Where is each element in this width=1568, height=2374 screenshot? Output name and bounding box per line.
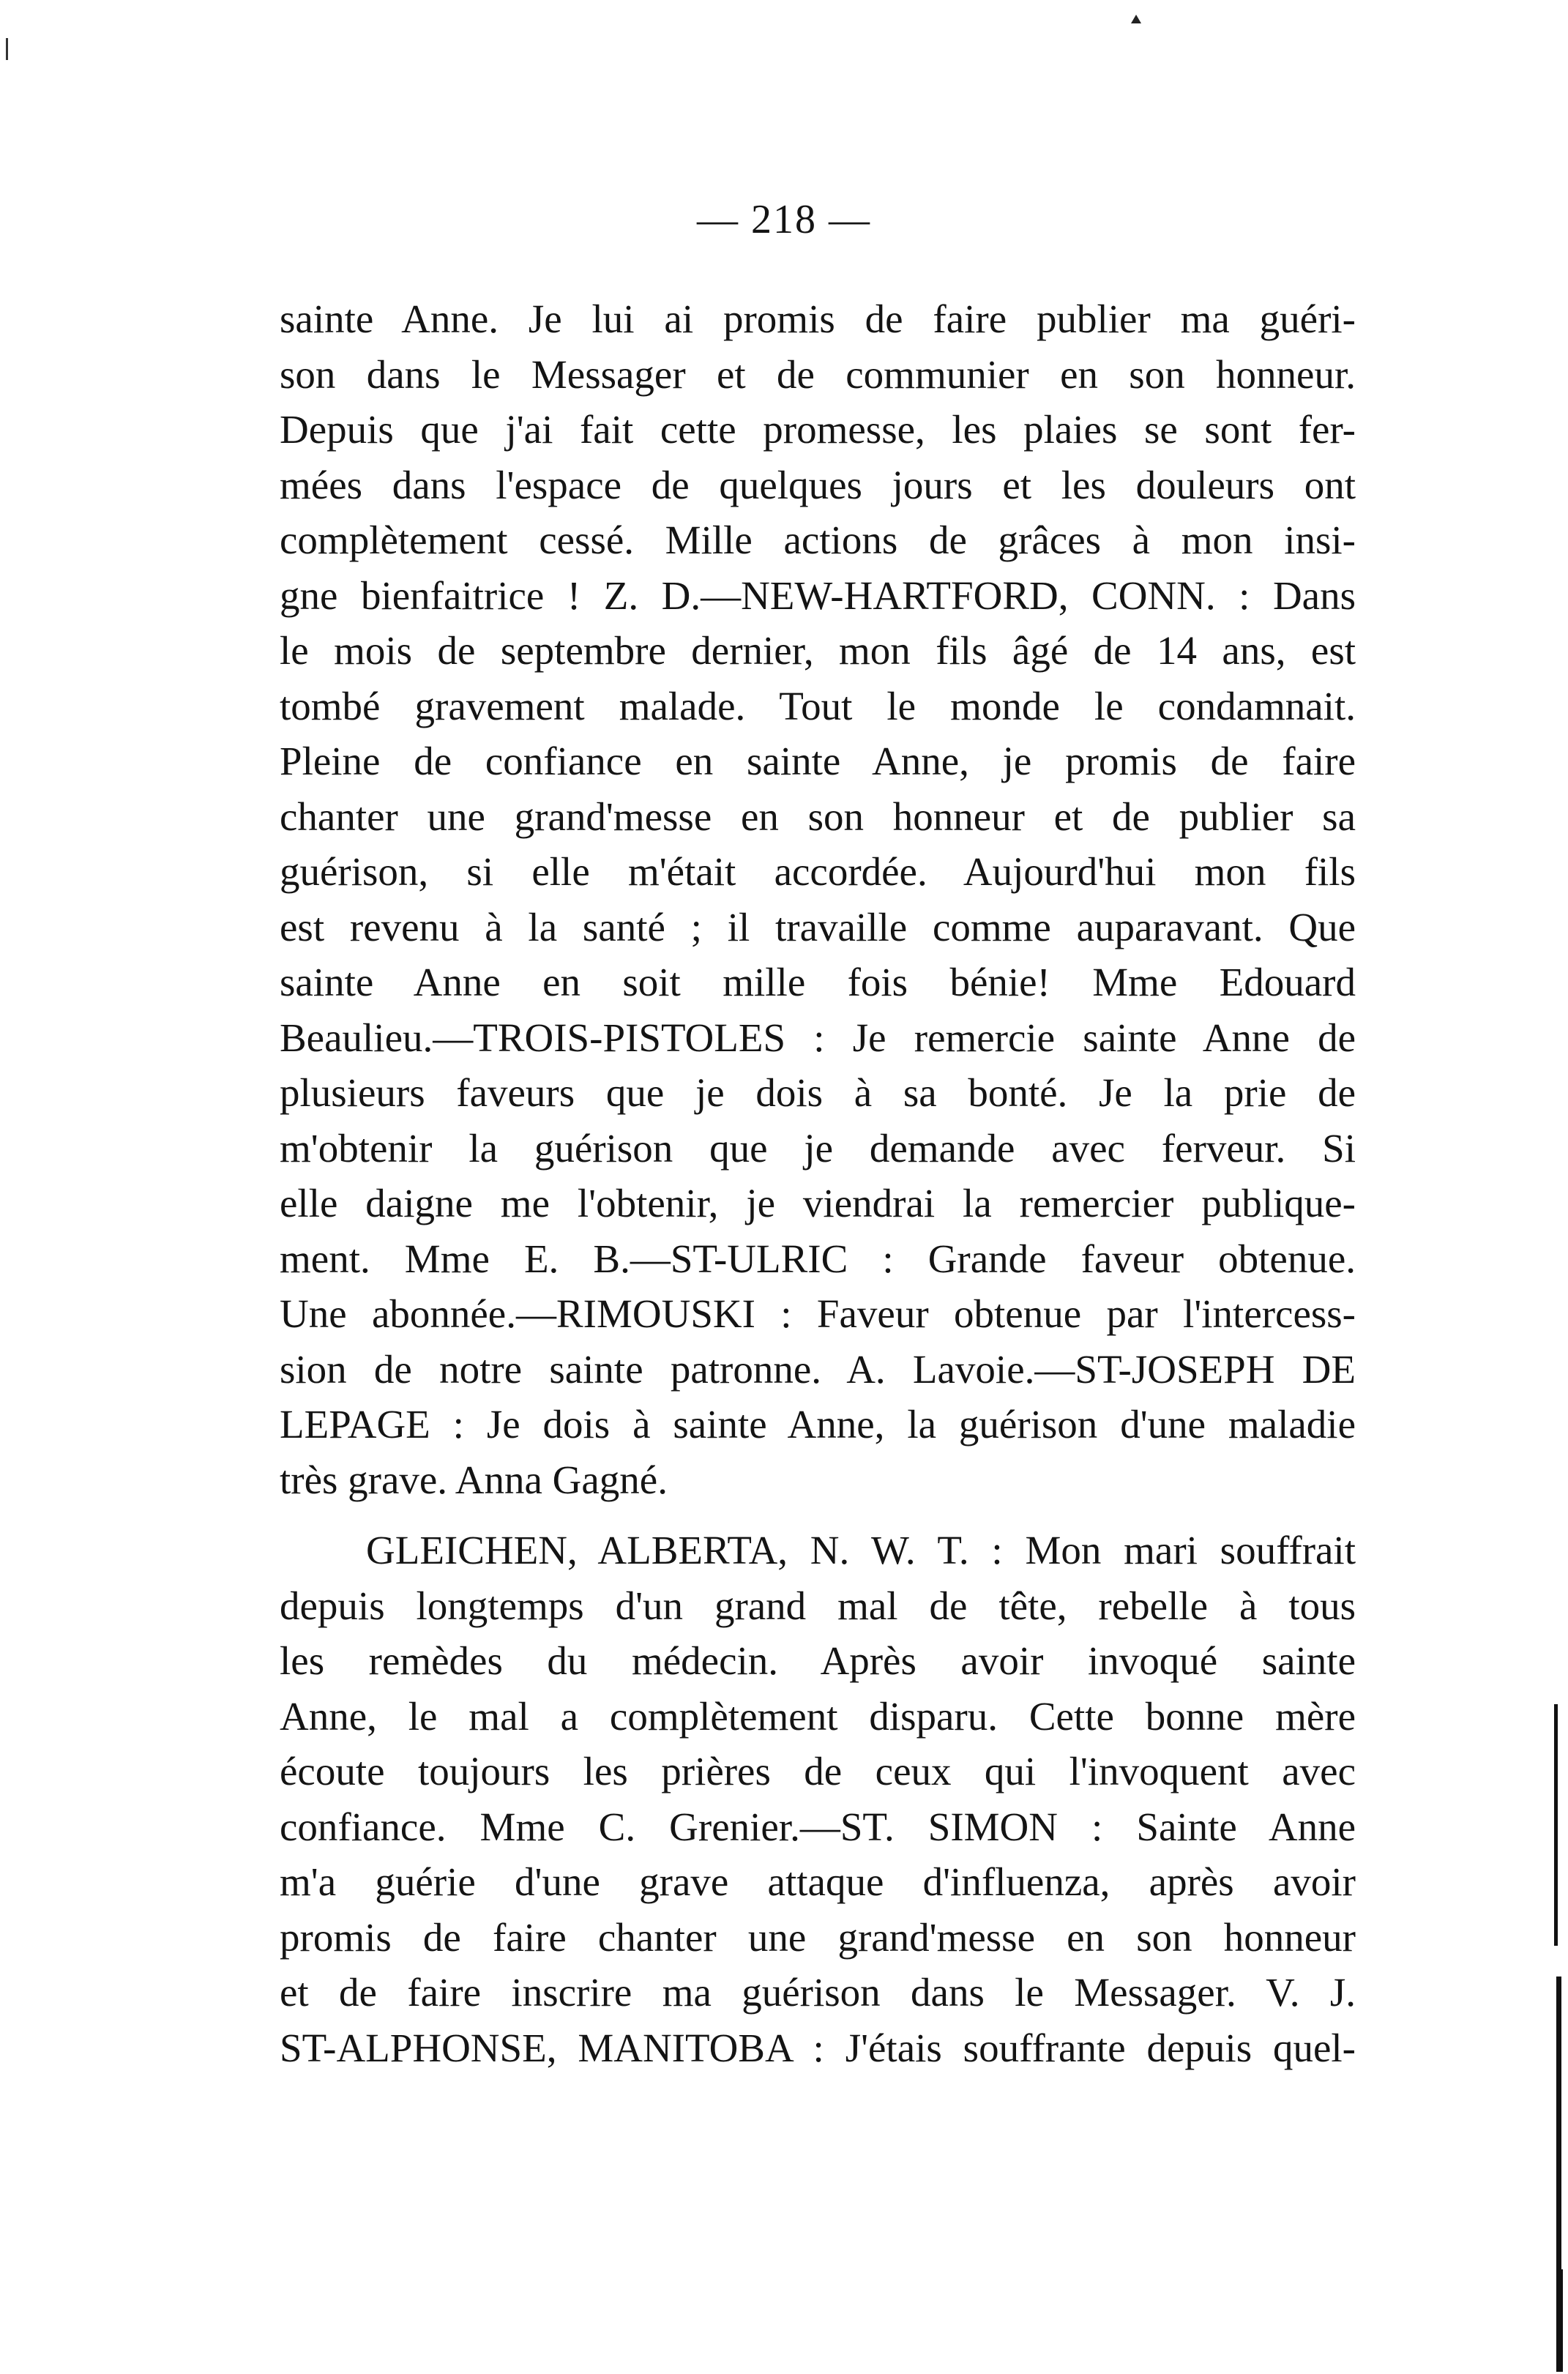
text-line: Beaulieu.—TROIS-PISTOLES : Je remercie sainte Anne de bbox=[280, 1015, 1356, 1060]
text-line: Une abonnée.—RIMOUSKI : Faveur obtenue par l'intercess- bbox=[280, 1291, 1356, 1336]
text-line: écoute toujours les prières de ceux qui l'invoquent avec bbox=[280, 1749, 1356, 1793]
text-line: complètement cessé. Mille actions de grâces à mon insi- bbox=[280, 518, 1356, 562]
text-line: plusieurs faveurs que je dois à sa bonté. Je la prie de bbox=[280, 1070, 1356, 1115]
scan-artifact-tick bbox=[6, 38, 8, 60]
text-line: le mois de septembre dernier, mon fils âgé de 14 ans, est bbox=[280, 628, 1356, 673]
text-line: Depuis que j'ai fait cette promesse, les plaies se sont fer- bbox=[280, 407, 1356, 452]
text-line: son dans le Messager et de communier en son honneur. bbox=[280, 351, 1356, 397]
text-line: sainte Anne. Je lui ai promis de faire publier ma guéri- bbox=[280, 296, 1356, 341]
text-line: chanter une grand'messe en son honneur et de publier sa bbox=[280, 794, 1356, 839]
text-line: ment. Mme E. B.—ST-ULRIC : Grande faveur obtenue. bbox=[280, 1236, 1356, 1281]
paragraph-2 bbox=[280, 1523, 1356, 2075]
text-line: depuis longtemps d'un grand mal de tête, rebelle à tous bbox=[280, 1583, 1356, 1628]
text-line: GLEICHEN, ALBERTA, N. W. T. : Mon mari souffrait bbox=[366, 1528, 1356, 1572]
text-line: et de faire inscrire ma guérison dans le Messager. V. J. bbox=[280, 1970, 1356, 2015]
text-line: ST-ALPHONSE, MANITOBA : J'étais souffrante depuis quel- bbox=[280, 2025, 1356, 2070]
text-line: promis de faire chanter une grand'messe en son honneur bbox=[280, 1914, 1356, 1960]
text-line: tombé gravement malade. Tout le monde le condamnait. bbox=[280, 683, 1356, 728]
text-line: confiance. Mme C. Grenier.—ST. SIMON : Sainte Anne bbox=[280, 1804, 1356, 1849]
text-line: très grave. Anna Gagné. bbox=[280, 1457, 668, 1502]
text-line: sion de notre sainte patronne. A. Lavoie.—ST-JOSEPH DE bbox=[280, 1346, 1356, 1392]
text-line: Pleine de confiance en sainte Anne, je promis de faire bbox=[280, 739, 1356, 783]
paragraph-1 bbox=[280, 291, 1356, 1507]
text-line: mées dans l'espace de quelques jours et les douleurs ont bbox=[280, 462, 1356, 507]
scan-artifact-mark bbox=[1131, 15, 1141, 23]
text-line: Anne, le mal a complètement disparu. Cette bonne mère bbox=[280, 1693, 1356, 1739]
text-line: est revenu à la santé ; il travaille comme auparavant. Que bbox=[280, 904, 1356, 949]
page-number: — 218 — bbox=[697, 197, 871, 242]
scan-edge-shadow bbox=[1556, 2269, 1563, 2372]
text-line: gne bienfaitrice ! Z. D.—NEW-HARTFORD, CONN. : Dans bbox=[280, 572, 1356, 618]
text-line: m'a guérie d'une grave attaque d'influenza, après avoir bbox=[280, 1859, 1356, 1904]
scan-edge-shadow bbox=[1554, 1704, 1558, 1946]
text-line: les remèdes du médecin. Après avoir invoqué sainte bbox=[280, 1638, 1356, 1683]
text-line: elle daigne me l'obtenir, je viendrai la remercier publique- bbox=[280, 1181, 1356, 1225]
text-line: LEPAGE : Je dois à sainte Anne, la guérison d'une maladie bbox=[280, 1402, 1356, 1447]
text-line: m'obtenir la guérison que je demande avec ferveur. Si bbox=[280, 1125, 1356, 1171]
text-line: guérison, si elle m'était accordée. Aujourd'hui mon fils bbox=[280, 849, 1356, 894]
text-line: sainte Anne en soit mille fois bénie! Mme Edouard bbox=[280, 960, 1356, 1004]
